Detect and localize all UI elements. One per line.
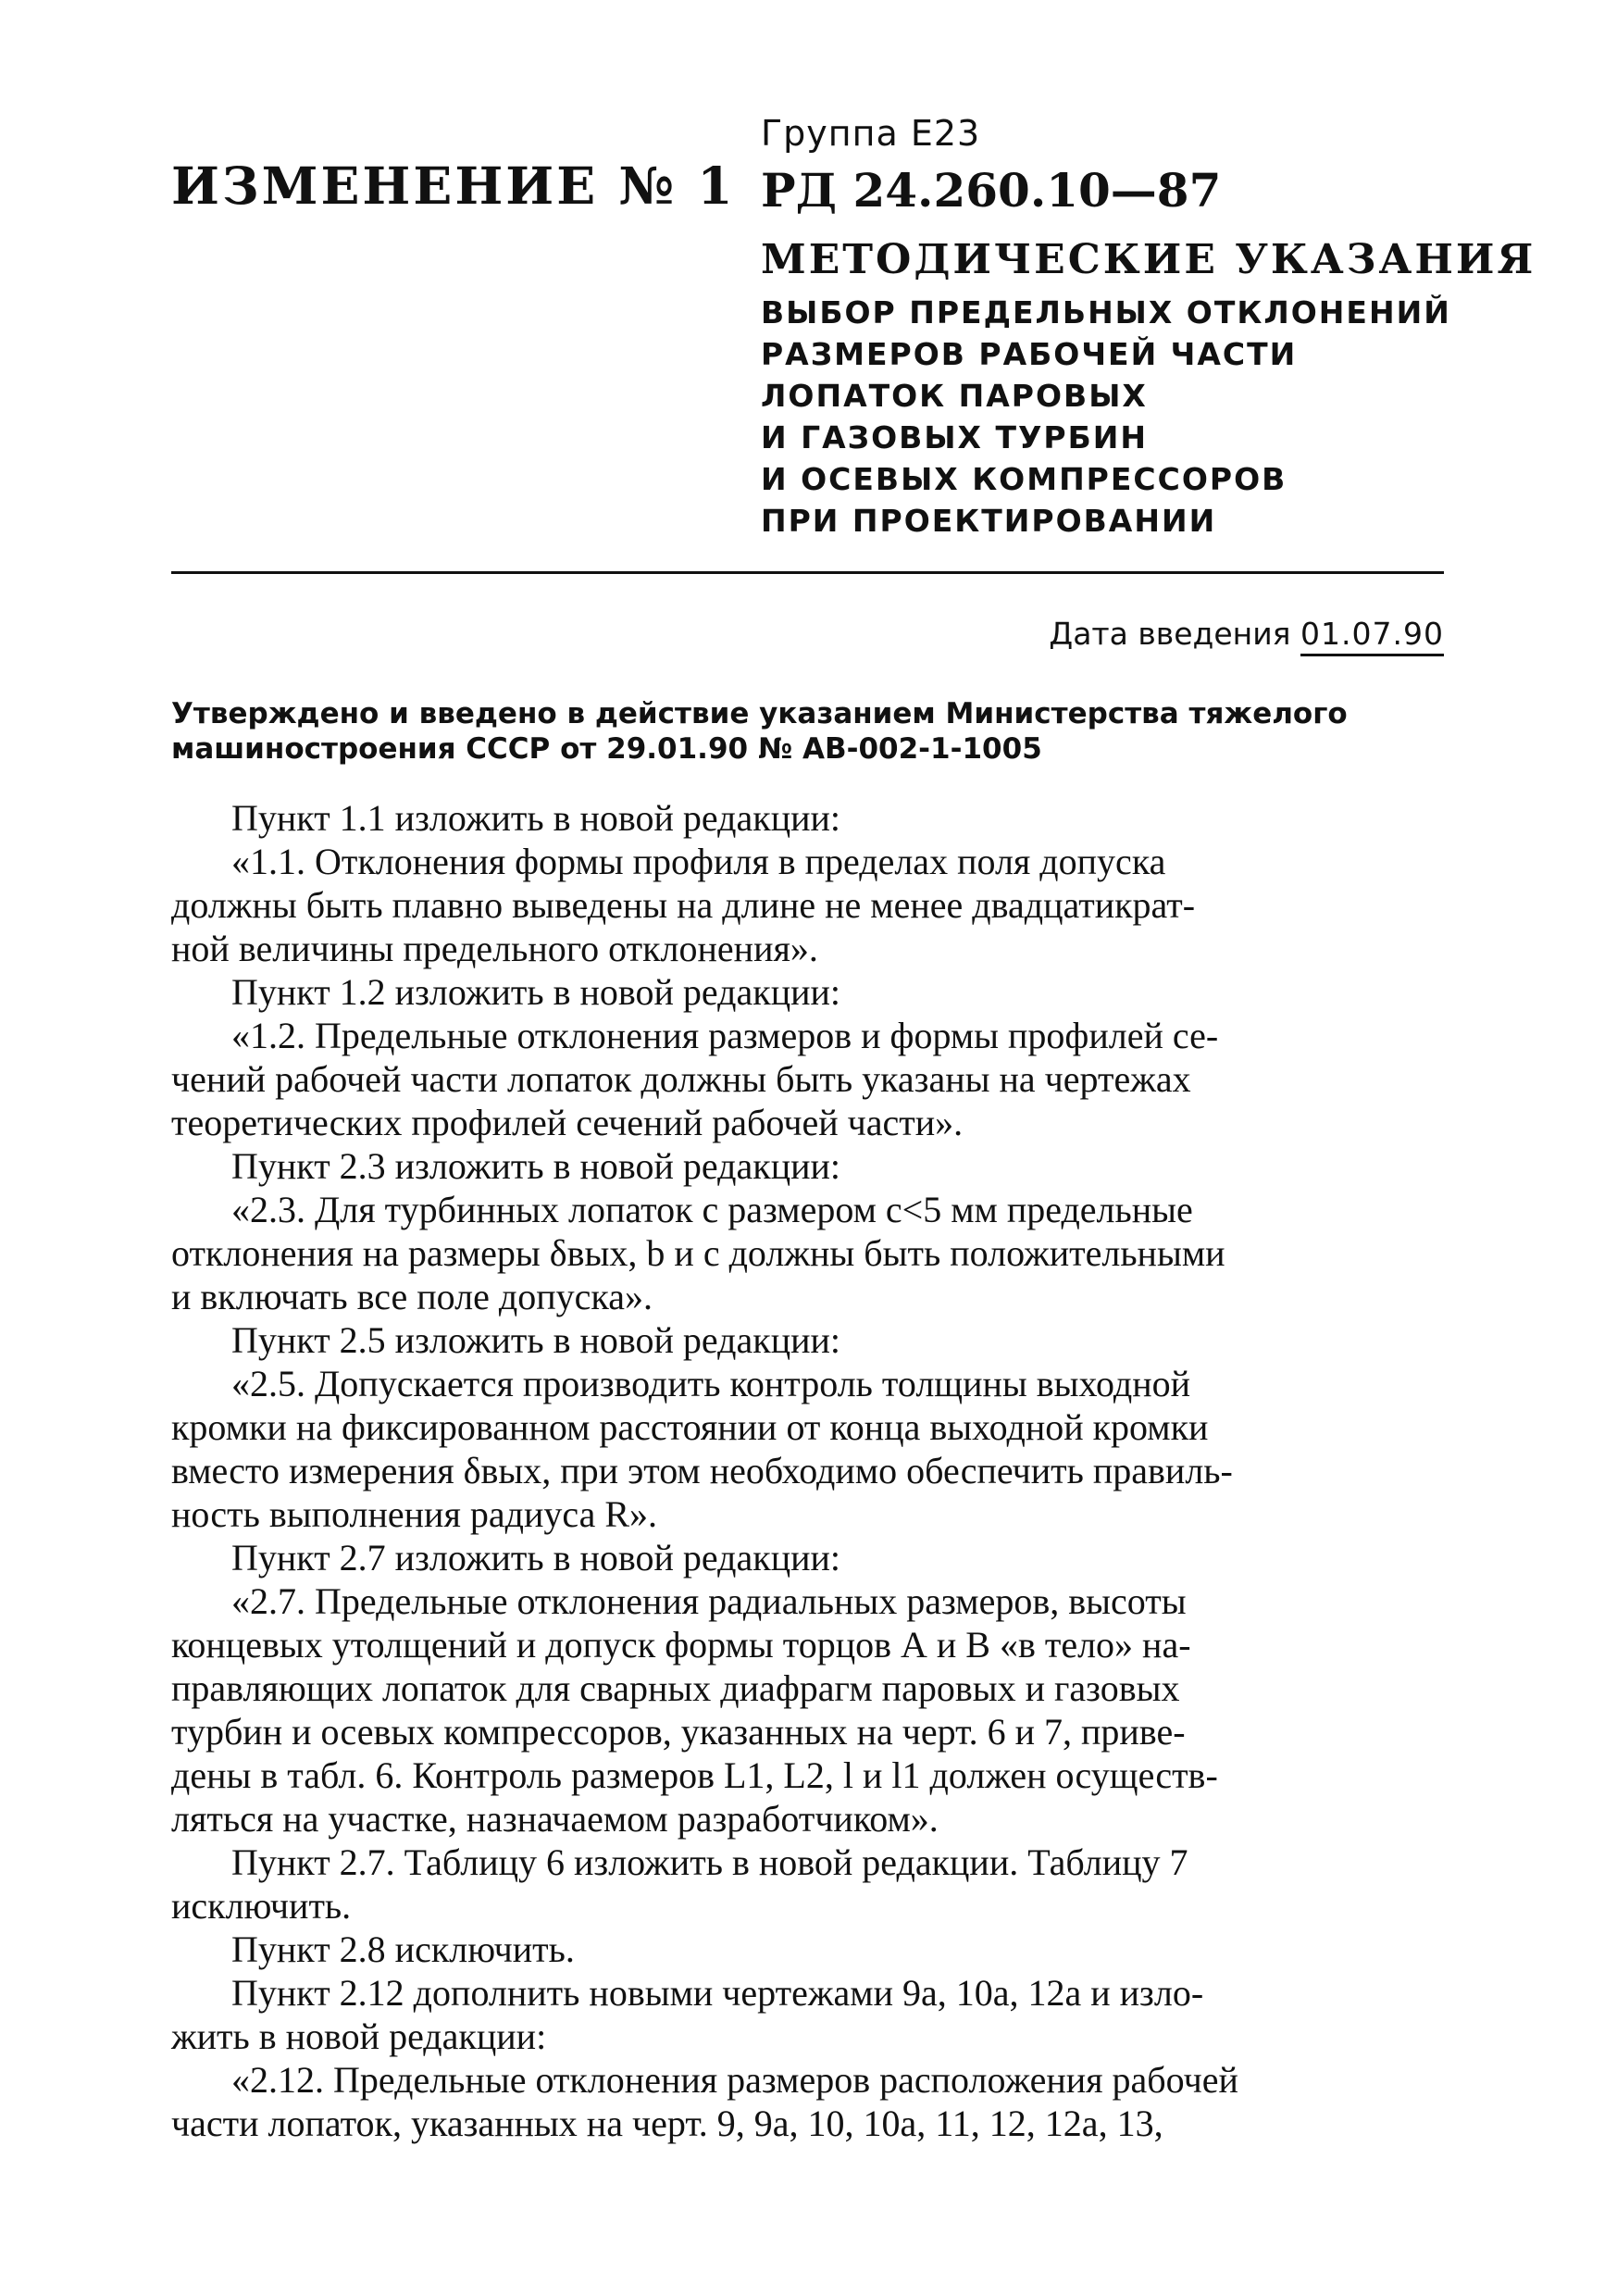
approval-statement bbox=[171, 696, 1444, 767]
body-line: «2.7. Предельные отклонения радиальных размеров, высоты bbox=[231, 1580, 1187, 1622]
body-line: «1.2. Предельные отклонения размеров и формы профилей се- bbox=[231, 1015, 1219, 1056]
body-line: ляться на участке, назначаемом разработчиком». bbox=[171, 1798, 939, 1840]
subject-line: И ГАЗОВЫХ ТУРБИН bbox=[761, 419, 1148, 455]
intro-date-label: Дата введения bbox=[1049, 616, 1291, 652]
intro-date-value: 01.07.90 bbox=[1300, 616, 1444, 656]
body-line: ной величины предельного отклонения». bbox=[171, 928, 818, 969]
document-code: РД 24.260.10—87 bbox=[761, 163, 1222, 218]
body-line: исключить. bbox=[171, 1885, 352, 1927]
body-line: дены в табл. 6. Контроль размеров L1, L2, l и l1 должен осуществ- bbox=[171, 1754, 1218, 1796]
body-line: «1.1. Отклонения формы профиля в пределах поля допуска bbox=[231, 841, 1166, 882]
body-line: Пункт 1.1 изложить в новой редакции: bbox=[231, 797, 841, 839]
body-line: турбин и осевых компрессоров, указанных на черт. 6 и 7, приве- bbox=[171, 1711, 1186, 1753]
body-line: и включать все поле допуска». bbox=[171, 1276, 653, 1317]
body-line: Пункт 2.7 изложить в новой редакции: bbox=[231, 1537, 841, 1578]
body-line: Пункт 2.5 изложить в новой редакции: bbox=[231, 1319, 841, 1361]
horizontal-rule bbox=[171, 571, 1444, 574]
body-line: теоретических профилей сечений рабочей части». bbox=[171, 1102, 964, 1143]
body-line: вместо измерения δвых, при этом необходимо обеспечить правиль- bbox=[171, 1450, 1233, 1491]
approval-line: машиностроения СССР от 29.01.90 № АВ-002-1-1005 bbox=[171, 732, 1042, 766]
subject-line: ЛОПАТОК ПАРОВЫХ bbox=[761, 378, 1148, 414]
intro-date bbox=[1049, 616, 1444, 652]
subject-line: ПРИ ПРОЕКТИРОВАНИИ bbox=[761, 503, 1217, 539]
body-line: Пункт 2.12 дополнить новыми чертежами 9а, 10а, 12а и изло- bbox=[231, 1972, 1204, 2014]
body-line: Пункт 1.2 изложить в новой редакции: bbox=[231, 971, 841, 1013]
body-line: части лопаток, указанных на черт. 9, 9а, 10, 10а, 11, 12, 12а, 13, bbox=[171, 2103, 1163, 2144]
body-line: Пункт 2.7. Таблицу 6 изложить в новой редакции. Таблицу 7 bbox=[231, 1841, 1188, 1883]
body-line: ность выполнения радиуса R». bbox=[171, 1493, 658, 1535]
body-line: «2.5. Допускается производить контроль толщины выходной bbox=[231, 1363, 1191, 1404]
subject-line: ВЫБОР ПРЕДЕЛЬНЫХ ОТКЛОНЕНИЙ bbox=[761, 294, 1451, 331]
body-line: «2.3. Для турбинных лопаток с размером с<5 мм предельные bbox=[231, 1189, 1193, 1230]
body-line: концевых утолщений и допуск формы торцов А и В «в тело» на- bbox=[171, 1624, 1191, 1666]
body-line: «2.12. Предельные отклонения размеров расположения рабочей bbox=[231, 2059, 1238, 2101]
approval-line: Утверждено и введено в действие указанием Министерства тяжелого bbox=[171, 697, 1348, 730]
body-line: должны быть плавно выведены на длине не менее двадцатикрат- bbox=[171, 884, 1196, 926]
change-title: ИЗМЕНЕНИЕ № 1 bbox=[171, 156, 736, 216]
body-line: отклонения на размеры δвых, b и с должны быть положительными bbox=[171, 1232, 1225, 1274]
body-line: кромки на фиксированном расстоянии от конца выходной кромки bbox=[171, 1406, 1209, 1448]
document-type: МЕТОДИЧЕСКИЕ УКАЗАНИЯ bbox=[761, 236, 1536, 283]
body-line: правляющих лопаток для сварных диафрагм паровых и газовых bbox=[171, 1667, 1180, 1709]
body-line: Пункт 2.8 исключить. bbox=[231, 1928, 575, 1970]
body-text bbox=[171, 796, 1444, 2145]
body-line: Пункт 2.3 изложить в новой редакции: bbox=[231, 1145, 841, 1187]
subject-line: РАЗМЕРОВ РАБОЧЕЙ ЧАСТИ bbox=[761, 336, 1298, 372]
group-label: Группа Е23 bbox=[761, 113, 981, 154]
subject-line: И ОСЕВЫХ КОМПРЕССОРОВ bbox=[761, 461, 1287, 497]
body-line: чений рабочей части лопаток должны быть указаны на чертежах bbox=[171, 1058, 1191, 1100]
body-line: жить в новой редакции: bbox=[171, 2015, 547, 2057]
document-subject bbox=[761, 292, 1451, 542]
